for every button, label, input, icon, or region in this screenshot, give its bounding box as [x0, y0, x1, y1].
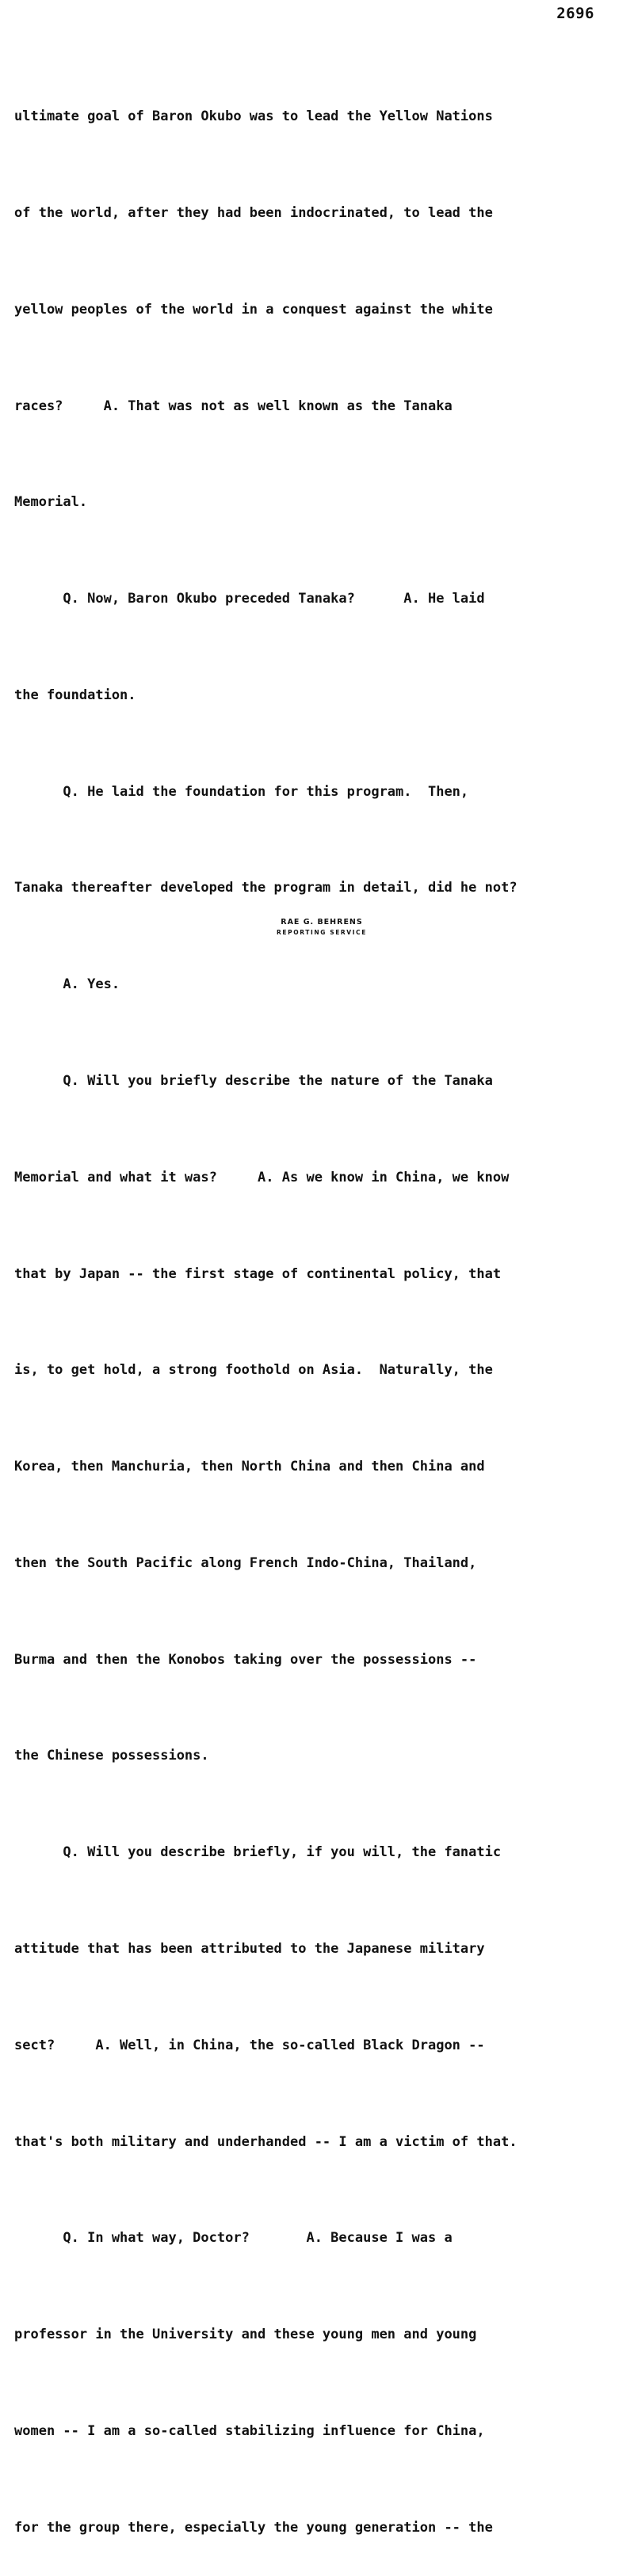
transcript-line: sect? A. Well, in China, the so-called Black Dragon --: [14, 2037, 485, 2053]
transcript-line: that's both military and underhanded -- I am a victim of that.: [14, 2133, 518, 2150]
transcript-line: Q. In what way, Doctor? A. Because I was a: [14, 2230, 453, 2247]
transcript-line: Tanaka thereafter developed the program in detail, did he not?: [14, 880, 518, 896]
transcript-line: yellow peoples of the world in a conquest against the white: [14, 301, 493, 318]
transcript-line: attitude that has been attributed to the Japanese military: [14, 1941, 485, 1958]
transcript-line: Memorial.: [14, 494, 88, 511]
reporter-footer: [0, 917, 634, 938]
transcript-line: Q. Now, Baron Okubo preceded Tanaka? A. He laid: [14, 591, 485, 607]
transcript-line: for the group there, especially the young generation -- the: [14, 2519, 493, 2536]
transcript-line: of the world, after they had been indocrinated, to lead the: [14, 204, 493, 221]
transcript-line: Q. Will you describe briefly, if you will, the fanatic: [14, 1844, 502, 1861]
transcript-line: Q. Will you briefly describe the nature of the Tanaka: [14, 1073, 493, 1089]
transcript-line: Korea, then Manchuria, then North China and then China and: [14, 1459, 485, 1475]
transcript-line: races? A. That was not as well known as the Tanaka: [14, 398, 453, 414]
transcript-line: professor in the University and these young men and young: [14, 2327, 477, 2343]
transcript-line: women -- I am a so-called stabilizing influence for China,: [14, 2422, 485, 2439]
transcript-line: is, to get hold, a strong foothold on Asia. Naturally, the: [14, 1362, 493, 1379]
transcript-body: [14, 36, 624, 2576]
reporting-service-label: REPORTING SERVICE: [277, 929, 367, 936]
reporter-name: RAE G. BEHRENS: [281, 918, 363, 927]
transcript-line: A. Yes.: [14, 976, 120, 993]
page-number: 2696: [556, 5, 594, 22]
transcript-line: ultimate goal of Baron Okubo was to lead the Yellow Nations: [14, 108, 493, 125]
transcript-line: Q. He laid the foundation for this program. Then,: [14, 783, 469, 800]
transcript-line: Memorial and what it was? A. As we know in China, we know: [14, 1169, 510, 1185]
transcript-line: the foundation.: [14, 687, 136, 703]
transcript-line: the Chinese possessions.: [14, 1748, 209, 1764]
transcript-line: that by Japan -- the first stage of continental policy, that: [14, 1265, 502, 1282]
transcript-line: Burma and then the Konobos taking over the possessions --: [14, 1651, 477, 1668]
transcript-line: then the South Pacific along French Indo-China, Thailand,: [14, 1554, 477, 1571]
